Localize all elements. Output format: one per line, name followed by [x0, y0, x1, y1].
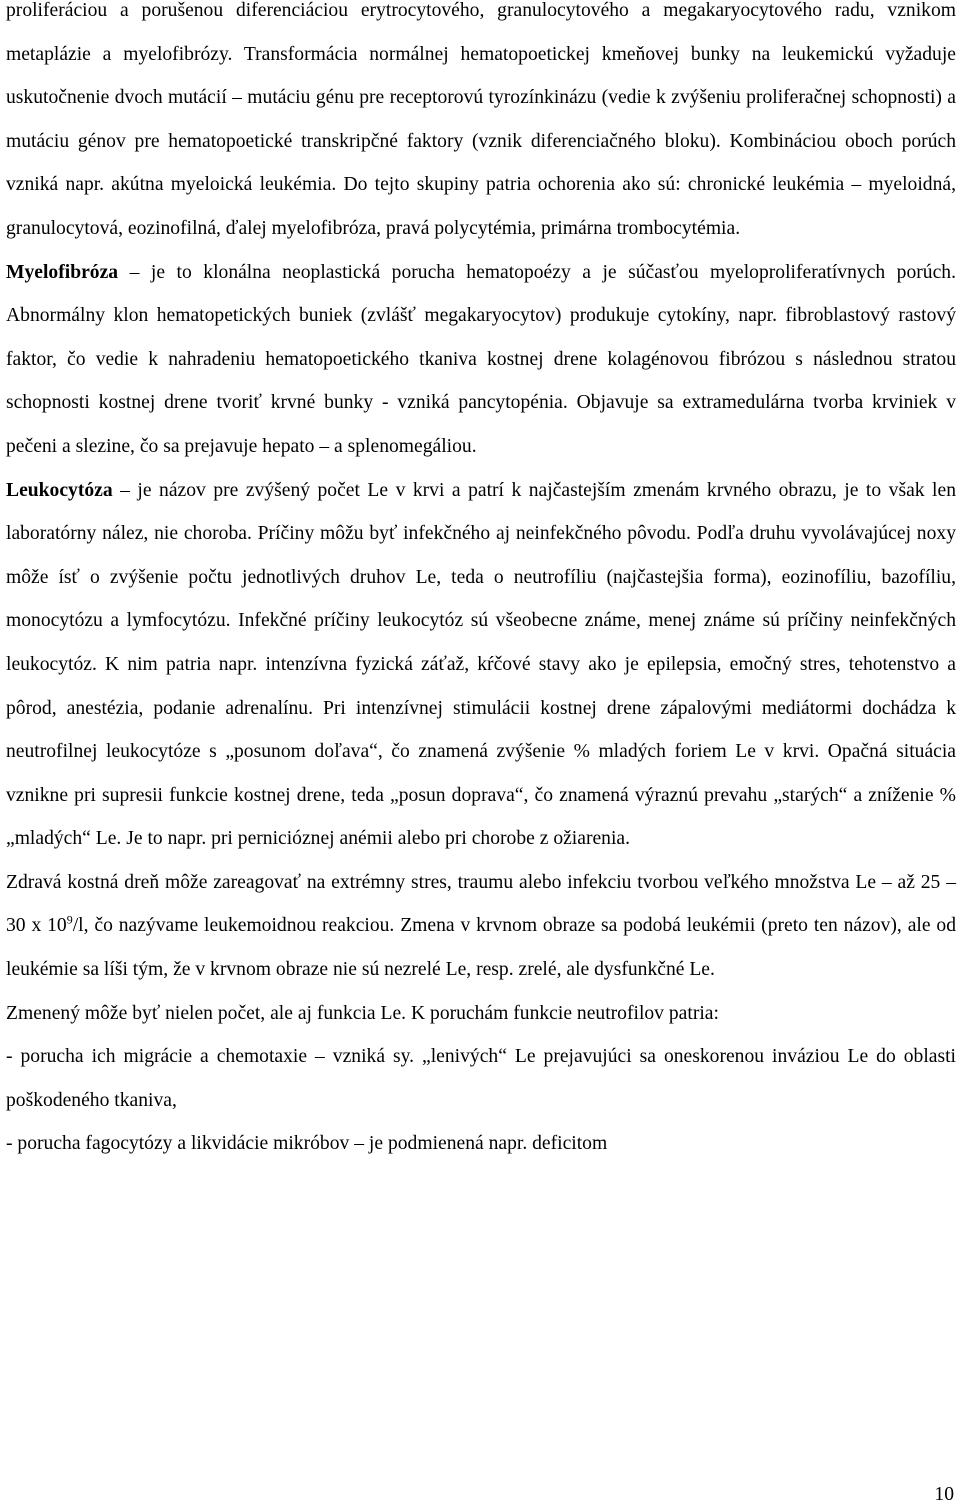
list-item-text: - porucha fagocytózy a likvidácie mikróbov – je podmienená napr. deficitom: [6, 1133, 608, 1155]
list-item-migration-disorder: [6, 1035, 956, 1122]
list-item-text: - porucha ich migrácie a chemotaxie – vzniká sy. „lenivých“ Le prejavujúci sa oneskorenou inváziou Le do oblasti poškodeného tkaniva,: [6, 1046, 956, 1111]
paragraph-text: – je to klonálna neoplastická porucha hematopoézy a je súčasťou myeloproliferatívnych porúch. Abnormálny klon hematopetických buniek (zvlášť megakaryocytov) produkuje cytokíny, napr. fibroblastový rastový faktor, čo vedie k nahradeniu hematopoetického tkaniva kostnej drene kolagénovou fibrózou s následnou stratou schopnosti kostnej drene tvoriť krvné bunky - vzniká pancytopénia. Objavuje sa extramedulárna tvorba krviniek v pečeni a slezine, čo sa prejavuje hepato – a splenomegáliou.: [6, 261, 956, 457]
paragraph-text: – je názov pre zvýšený počet Le v krvi a patrí k najčastejším zmenám krvného obrazu, je to však len laboratórny nález, nie choroba. Príčiny môžu byť infekčného aj neinfekčného pôvodu. Podľa druhu vyvolávajúcej noxy môže ísť o zvýšenie počtu jednotlivých druhov Le, teda o neutrofíliu (najčastejšia forma), eozinofíliu, bazofíliu, monocytózu a lymfocytózu. Infekčné príčiny leukocytóz sú všeobecne známe, menej známe sú príčiny neinfekčných leukocytóz. K nim patria napr. intenzívna fyzická záťaž, kŕčové stavy ako je epilepsia, emočný stres, tehotenstvo a pôrod, anestézia, podanie adrenalínu. Pri intenzívnej stimulácii kostnej drene zápalovými mediátormi dochádza k neutrofilnej leukocytóze s „posunom doľava“, čo znamená zvýšenie % mladých foriem Le v krvi. Opačná situácia vznikne pri supresii funkcie kostnej drene, teda „posun doprava“, čo znamená výraznú prevahu „starých“ a zníženie % „mladých“ Le. Je to napr. pri pernicióznej anémii alebo pri chorobe z ožiarenia.: [6, 479, 956, 850]
paragraph-text: Zmenený môže byť nielen počet, ale aj funkcia Le. K poruchám funkcie neutrofilov patria:: [6, 1002, 719, 1024]
term-leukocytoza: Leukocytóza: [6, 479, 113, 501]
paragraph-neutrophil-function: [6, 992, 956, 1036]
paragraph-myeloproliferative-intro: [6, 0, 956, 251]
exponent: 9: [66, 912, 73, 927]
paragraph-text-before: Zdravá kostná dreň môže zareagovať na extrémny stres, traumu alebo infekciu tvorbou veľkého množstva Le – až 25 – 30 x 10: [6, 871, 956, 937]
term-myelofibroza: Myelofibróza: [6, 261, 119, 283]
paragraph-text-after: /l, čo nazývame leukemoidnou reakciou. Zmena v krvnom obraze sa podobá leukémii (preto ten názov), ale od leukémie sa líši tým, že v krvnom obraze nie sú nezrelé Le, resp. zrelé, ale dysfunkčné Le.: [6, 915, 956, 981]
paragraph-myelofibroza: [6, 251, 956, 469]
paragraph-leukocytoza: [6, 469, 956, 861]
page-number: 10: [934, 1484, 954, 1505]
list-item-phagocytosis-disorder: [6, 1122, 956, 1166]
paragraph-leukemoid-reaction: [6, 861, 956, 992]
paragraph-text: proliferáciou a porušenou diferenciáciou erytrocytového, granulocytového a megakaryocytového radu, vznikom metaplázie a myelofibrózy. Transformácia normálnej hematopoetickej kmeňovej bunky na leukemickú vyžaduje uskutočnenie dvoch mutácií – mutáciu génu pre receptorovú tyrozínkinázu (vedie k zvýšeniu proliferačnej schopnosti) a mutáciu génov pre hematopoetické transkripčné faktory (vznik diferenciačného bloku). Kombináciou oboch porúch vzniká napr. akútna myeloická leukémia. Do tejto skupiny patria ochorenia ako sú: chronické leukémia – myeloidná, granulocytová, eozinofilná, ďalej myelofibróza, pravá polycytémia, primárna trombocytémia.: [6, 0, 956, 239]
document-page: [6, 0, 956, 1166]
